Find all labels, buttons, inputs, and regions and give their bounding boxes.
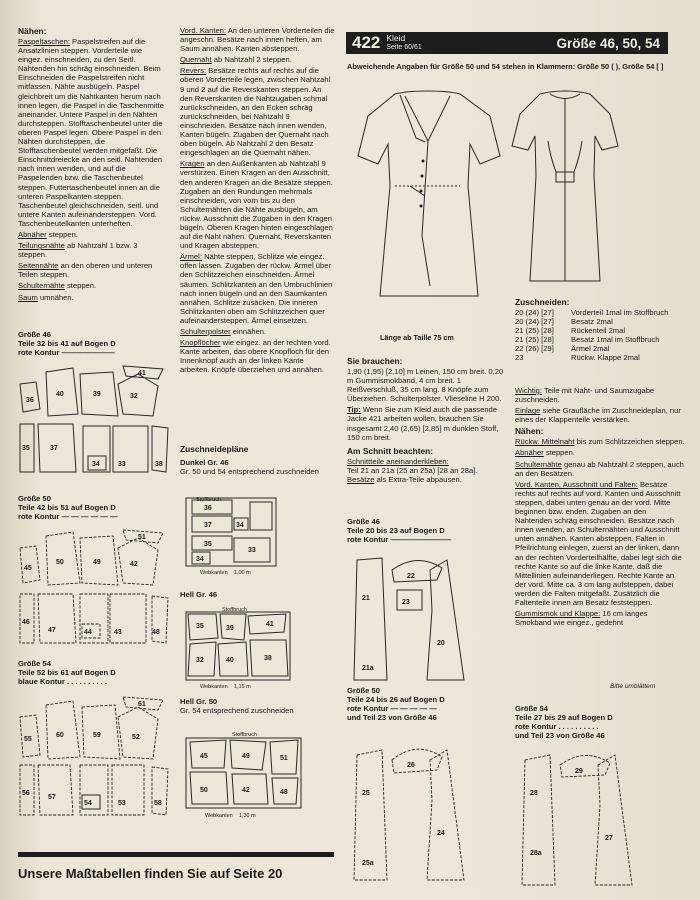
svg-text:32: 32 [130,393,138,400]
svg-text:23: 23 [402,599,410,606]
svg-text:25a: 25a [362,860,374,867]
instruction-paragraph [18,261,168,279]
size50-parts: Teile 42 bis 51 auf Bogen D [18,503,116,512]
instruction-term: Teilungsnähte [18,241,65,251]
svg-text:50: 50 [200,787,208,794]
divider-bar [18,852,334,857]
dress-size50-parts: Teile 24 bis 26 auf Bogen D [347,695,445,704]
tip-text: Wenn Sie zum Kleid auch die passende Jacke 421 arbeiten wollen, brauchen Sie insgesamt 2,40 (2,65) [2,85] m dunklen Stoff, 150 cm breit. [347,405,499,442]
svg-text:49: 49 [93,559,101,566]
instruction-text: steppen. [46,229,78,239]
fold-label-2: Stoffbruch [222,607,247,613]
svg-text:28: 28 [530,790,538,797]
instruction-term: Abnäher [515,448,544,458]
dress-pattern-46 [352,550,512,685]
instruction-paragraph [515,480,685,607]
dress-size50-label: Größe 50 [347,686,380,695]
svg-text:60: 60 [56,732,64,739]
instruction-term: Vord. Kanten: [180,26,227,35]
turn-page-note: Bitte umblättern [610,683,656,690]
svg-text:53: 53 [118,800,126,807]
pattern-diagram-size46 [18,364,168,479]
svg-text:33: 33 [248,547,256,554]
piece-36: 36 [26,397,34,404]
svg-text:42: 42 [242,787,250,794]
svg-text:47: 47 [48,627,56,634]
cutting-part-numbers: 20 (24) [27] [515,308,554,317]
section-heading: Nähen: [18,26,47,36]
dress-front-illustration [350,86,505,336]
svg-text:25: 25 [362,790,370,797]
instruction-text: steppen. [64,281,97,291]
dark-size46-label: Dunkel Gr. 46 [180,458,229,467]
materials-text: 1,90 (1,95) [2,10] m Leinen, 150 cm breit. 0,20 m Gummismokband, 4 cm breit. 1 Reißverschluß, 35 cm lang. 8 Knöpfe zum Überziehen. Schulterpolster. Vlieseline H 200. [347,367,504,404]
svg-text:61: 61 [138,701,146,708]
svg-text:24: 24 [437,830,445,837]
svg-text:51: 51 [138,534,146,541]
svg-text:34: 34 [196,556,204,563]
selvage-label-1: Webkanten [200,570,228,576]
instruction-text: genau ab Nahtzahl 2 steppen, auch an den Besätzen. [515,459,684,478]
cutting-part-desc: Ärmel 2mal [571,344,610,354]
instruction-term: Quernaht [180,55,212,65]
instruction-paragraph [515,460,685,478]
instruction-text: umnähen. [37,292,74,302]
pattern-header [346,32,668,54]
instruction-term: Wichtig: [515,386,543,395]
svg-text:33: 33 [118,461,126,468]
instruction-text: 16 cm langes Smokband wie eingez., gedehnt [515,609,648,628]
instruction-text: einnähen. [230,327,267,336]
instruction-text: An den unteren Vorderteilen die angeschn. Besätze nach innen heften, am Saum annähen. Kanten absteppen. [180,26,335,54]
svg-text:57: 57 [48,794,56,801]
svg-text:49: 49 [242,753,250,760]
instruction-text: ab Nahtzahl 1 bzw. 3 steppen. [18,241,138,260]
svg-text:37: 37 [204,522,212,529]
svg-text:50: 50 [56,559,64,566]
materials-heading: Sie brauchen: [347,356,403,366]
instruction-term: Schulternähte [515,459,562,469]
instruction-term: Seitennähte [18,261,59,271]
magazine-page: 422 Kleid Seite 60/61 Größe 46, 50, 54 Abweichende Angaben für Größe 50 und 54 stehen in Klammern: Größe 50 ( ), Größe 54 [ ] Nähen: Paspeltaschen: Paspelstreifen auf die Ansatzlinien steppen. Vorderteile wie eingez. einschneiden, zu den Seitl. Nahtenden hin schräg einschneiden. Beim Einschneiden die Paspelstreifen nicht mitfassen. Nähte ausbügeln. Paspel gleichbreit um die Nahtkanten herum nach innen legen, die Paspel in die Taschenmitte aneinander. Untere Paspel in den Nähten durchsteppen. Stofftaschenbeutel unter die oberen Paspel legen. Obere Paspel in den Nähten durchsteppen, die Stofftaschenbeutel werden mitgefaßt. Die Einschnittdreiecke an den seitl. Nahtenden nach innen wenden, und auf die Paspelenden bzw. die Taschenbeutel steppen. Futtertaschenbeutel innen an die unteren Paspelkanten steppen. Taschenbeutel gleichschneiden, seitl. und untere Kanten aufeinandersteppen. Vord. Taschenbeutelkanten unterheften. Abnäher steppen. Teilungsnähte ab Nahtzahl 1 bzw. 3 steppen. Seitennähte an den oberen und unteren Teilen steppen. Schulternähte steppen. Saum umnähen. Vord. Kanten: An den unteren Vorderteilen die angeschn. Besätze nach innen heften, am Saum annähen. Kanten absteppen. Quernaht ab Nahtzahl 2 steppen. Revers: Besätze rechts auf rechts auf die oberen Vorderteile legen, zwischen Nahtzahl 9 und 2 auf die Reverskanten steppen. An den Reverskanten die Nahtzugaben schmal zurückschneiden, an den Ecken schräg zurückschneiden, bei Nahtzahl 9 einschneiden. Besätze nach innen wenden, Kanten bügeln. Zugaben der Quernaht nach oben bügeln. Ab Nahtzahl 2 den Besatz eingeschlagen an die Quernaht nähen. Kragen an den Außenkanten ab Nahtzahl 9 verstürzen. Einen Kragen an den Ausschnitt, den anderen Kragen an die Besätze steppen. Zugaben an den Rundungen mehrmals einschneiden, von vorn bis zu den Schulternähten die Nähte ausbügeln, am rückw. Ausschnitt die Zugaben in den Kragen bügeln. Oberen Kragen hinten eingeschlagen auf die Naht nähen. Quernaht, Reverskanten und Kragen absteppen. Ärmel: Nähte steppen, Schlitze wie eingez. offen lassen. Zugaben der rückw. Ärmel über den Schlitzzeichen einschneiden. Ärmel säumen. Schlitzkanten an den Umbruchlinien nach innen bügeln und an den Saumkanten annähen. Schlitze zusäcken. Die inneren Schlitzkanten oben am Schlitzzeichen quer aufeinandersteppen. Ärmel einsetzen. Schulterpolster einnähen. Knopflöcher wie eingez. an der rechten vord. Kante arbeiten, das obere Knopfloch für den Innenknopf auch an der linken Kante arbeiten. Knöpfe überziehen und annähen. Länge ab Taille 75 cm Sie brauchen: 1,90 (1,95) [2,10] m Leinen, 150 cm breit. 0,20 m Gummismokband, 4 cm breit. 1 Reißverschluß, 35 cm lang. 8 Knöpfe zum Überziehen. Schulterpolster. Vlieseline H 200. Tip: Wenn Sie zum Kleid auch die passende Jacke 421 arbeiten wollen, brauchen Sie insgesamt 2,40 (2,65) [2,85] m dunklen Stoff, 150 cm breit. Am Schnitt beachten: Schnittteile aneinanderkleben: Teil 21 an 21a (25 an 25a) [28 an 28a]. Besätze als Extra-Teile abpausen. Zuschneiden: 20 (24) [27] Vorderteil 1mal im Stoffbruch 20 (24) [27] Besatz 2mal 21 (25) [28] Rückenteil 2mal 21 (25) [28] Besatz 1mal im Stoffbruch 22 (26) [29] Ärmel 2mal 23 Rückw. Klappe 2mal Wichtig: Teile mit Naht- und Saumzugabe zuschneiden. Einlage siehe Graufläche im Zuschneideplan, nur eines der Klappenteile verstärken. Nähen: Rückw. Mittelnaht bis zum Schlitzzeichen steppen. Abnäher steppen. Schulternähte genau ab Nahtzahl 2 steppen, auch an den Besätzen. Vord. Kanten, Ausschnitt und Falten: Besätze rechts auf rechts auf vord. Kanten und Ausschnitt steppen, dabei unten genau an der vord. Mitte beginnen bzw. enden. Zugaben an den Nahtenden schräg einschneiden. Besätze nach innen wenden, an Schulternähten und Ausschnitt unten annähen. Kanten absteppen. Falten in Pfeilrichtung einlegen, zuerst an der linken, dann an der rechten Vorderteilhälfte, dabei legt sich die rechte Kante so auf die linke Kante, daß die Mittellinien aufeinanderliegen. Rechte Kante an der vord. Mitte ca. 3 cm lang aufsteppen, dabei werden die Falten mitgefaßt. Zusätzlich die Faltenteile innen am Besatz feststeppen. Gummismok und Klappe: 16 cm langes Smokband wie eingez., gedehnt Bitte umblättern Größe 46 Teile 32 bis 41 auf Bogen D rote Kontur ——————— Größe 50 Teile 42 bis 51 auf Bogen D rote Kontur — — — — — — Größe 54 Teile 52 bis 61 auf Bogen D blaue Kontur . . . . . . . . . . 36 40 39 32 41 35 37 34 33 38 45 50 49 42 51 46 47 44 43 48 55 60 59 52 61 56 57 54 53 58 Zuschneidepläne Dunkel Gr. 46 Gr. 50 und 54 entsprechend zuschneiden 36 37 34 35 34 33 Stoffbruch Webkanten 1,00 m Hell Gr. 46 35 39 41 32 40 38 Stoffbruch Webkanten 1,15 m Hell Gr. 50 Gr. 54 entsprechend zuschneiden 45 49 51 50 42 48 Stoffbruch Webkanten 1,30 m Größe 46 Teile 20 bis 23 auf Bogen D rote Kontur ———————— 21 22 23 20 21a Größe 50 Teile 24 bis 26 auf Bogen D rote Kontur — — — — — und Teil 23 von Größe 46 25 26 24 25a Größe 54 Teile 27 bis 29 auf Bogen D rote Kontur . . . . . . . . . . und Teil 23 von Größe 46 28 29 27 28a Unsere Maßtabellen finden Sie auf Seite 20 [0,0,700,900]
cutting-row [515,308,685,317]
cutting-row [515,317,685,326]
svg-text:48: 48 [152,629,160,636]
svg-text:55: 55 [24,736,32,743]
svg-text:34: 34 [236,522,244,529]
width-3: 1,30 m [238,813,256,819]
dress-pattern-50 [352,735,512,885]
selvage-label-3: Webkanten [205,813,233,819]
pattern-notes-heading: Am Schnitt beachten: [347,445,434,456]
instruction-term: Vord. Kanten, Ausschnitt und Falten: [515,479,638,489]
instruction-term: Kragen [180,159,205,169]
glue-text: Teil 21 an 21a (25 an 25a) [28 an 28a]. [347,465,478,475]
instruction-text: Besätze rechts auf rechts auf die oberen Vorderteile legen, zwischen Nahtzahl 9 und 2 auf die Reverskanten steppen. An den Reverskanten die Nahtzugaben schmal zurückschneiden, an den Ecken schräg zurückschneiden, bei Nahtzahl 9 einschneiden. Besätze nach innen wenden, Kanten bügeln. Zugaben der Quernaht nach oben bügeln. Ab Nahtzahl 2 den Besatz eingeschlagen an die Quernaht nähen. [180,66,331,158]
svg-text:26: 26 [407,762,415,769]
dress-size50-contour: rote Kontur [347,704,389,713]
cutting-row [515,344,685,353]
size-note: Abweichende Angaben für Größe 50 und 54 stehen in Klammern: Größe 50 ( ), Größe 54 [ ] [347,62,664,71]
tip-label: Tip: [347,405,361,415]
svg-text:40: 40 [56,391,64,398]
width-1: 1,00 m [233,570,251,576]
selvage-label-2: Webkanten [200,684,228,690]
svg-text:35: 35 [204,541,212,548]
sewing-instructions-col4 [515,386,685,629]
instruction-paragraph [180,55,335,64]
svg-text:42: 42 [130,561,138,568]
instruction-paragraph [18,241,168,259]
instruction-text: siehe Graufläche im Zuschneideplan, nur eines der Klappenteile verstärken. [515,406,681,425]
dark-size46-note: Gr. 50 und 54 entsprechend zuschneiden [180,467,319,476]
svg-text:58: 58 [154,800,162,807]
pattern-diagram-size50 [18,528,168,648]
svg-text:40: 40 [226,657,234,664]
length-label: Länge ab Taille 75 cm [380,333,454,342]
cutting-section [515,297,685,363]
cutting-heading: Zuschneiden: [515,297,570,307]
instruction-term: Ärmel: [180,252,202,262]
svg-text:20: 20 [437,640,445,647]
svg-text:41: 41 [138,370,146,377]
cutting-part-desc: Besatz 1mal im Stoffbruch [571,335,660,345]
instruction-paragraph [18,230,168,239]
instruction-paragraph [515,448,685,457]
size54-contour: blaue Kontur [18,677,65,686]
svg-text:22: 22 [407,573,415,580]
dress-size46-contour: rote Kontur [347,535,389,544]
instruction-paragraph [18,281,168,290]
svg-text:44: 44 [84,629,92,636]
size-chart-reference: Unsere Maßtabellen finden Sie auf Seite 20 [18,866,283,881]
instruction-text: bis zum Schlitzzeichen steppen. [574,437,685,447]
instruction-paragraph [180,159,335,250]
svg-text:34: 34 [92,461,100,468]
svg-text:43: 43 [114,629,122,636]
cutting-plan-light-50 [186,734,306,814]
cutting-plan-light-46 [186,610,296,685]
instruction-text: Besätze rechts auf rechts auf vord. Kanten und Ausschnitt steppen, dabei unten genau an der vord. Mitte beginnen bzw. enden. Zugaben an den Nahtenden schräg einschneiden. Besätze nach innen wenden, an Schulternähten und Ausschnitt unten annähen. Kanten absteppen. Falten in Pfeilrichtung einlegen, zuerst an der linken, dann an der rechten Vorderteilhälfte, dabei legt sich die rechte Kante so auf die linke Kante, daß die Mittellinien aufeinanderliegen. Rechte Kante an der vord. Mitte ca. 3 cm lang aufsteppen, dabei werden die Falten mitgefaßt. Zusätzlich die Faltenteile innen am Besatz feststeppen. [515,479,682,607]
instruction-paragraph [180,26,335,53]
dress-size46-parts: Teile 20 bis 23 auf Bogen D [347,526,445,535]
size54-parts: Teile 52 bis 61 auf Bogen D [18,668,116,677]
instruction-term: Saum [18,292,38,302]
instruction-term: Knopflöcher [180,338,221,348]
svg-text:36: 36 [204,505,212,512]
dress-back-illustration [510,86,620,286]
instruction-term: Rückw. Mittelnaht [515,437,575,447]
width-2: 1,15 m [233,684,251,690]
page-ref: Seite 60/61 [386,44,422,51]
svg-text:27: 27 [605,835,613,842]
instruction-text: an den oberen und unteren Teilen steppen. [18,261,153,280]
sewing-instructions-col2 [180,26,335,376]
instruction-paragraph [515,609,685,627]
svg-text:48: 48 [280,789,288,796]
dress-size54-extra: und Teil 23 von Größe 46 [515,731,605,740]
svg-text:59: 59 [93,732,101,739]
instruction-term: Einlage [515,406,541,416]
dress-size54-parts: Teile 27 bis 29 auf Bogen D [515,713,613,722]
cutting-row [515,335,685,344]
instruction-paragraph [18,37,168,228]
pattern-number: 422 [352,33,381,52]
size46-label: Größe 46 [18,330,51,339]
cutting-part-desc: Besatz 2mal [571,317,613,327]
facing-text: als Extra-Teile abpausen. [374,474,462,484]
svg-text:38: 38 [155,461,163,468]
fold-label-3: Stoffbruch [232,732,257,738]
svg-text:46: 46 [22,619,30,626]
facing-label: Besätze [347,474,375,484]
svg-text:54: 54 [84,800,92,807]
dress-pattern-54 [520,745,680,890]
cutting-part-numbers: 22 (26) [29] [515,344,554,354]
svg-text:38: 38 [264,655,272,662]
svg-text:28a: 28a [530,850,542,857]
instruction-term: Schulterpolster [180,327,231,336]
instruction-paragraph [515,386,685,404]
cutting-part-desc: Rückw. Klappe 2mal [571,353,640,363]
dress-size46-label: Größe 46 [347,517,380,526]
svg-text:52: 52 [132,734,140,741]
sewing-instructions-col1 [18,26,168,304]
cutting-plan-dark [186,494,286,574]
pattern-diagram-size54 [18,695,168,820]
instruction-paragraph [515,437,685,446]
instruction-paragraph [180,252,335,325]
svg-text:45: 45 [200,753,208,760]
cutting-part-desc: Rückenteil 2mal [571,326,626,336]
cutting-row [515,353,685,362]
size50-contour: rote Kontur [18,512,60,521]
fold-label-1: Stoffbruch [196,497,221,503]
instruction-paragraph [180,66,335,157]
light-size46-label: Hell Gr. 46 [180,590,218,599]
instruction-text: ab Nahtzahl 2 steppen. [211,55,292,65]
svg-text:21: 21 [362,595,370,602]
instruction-text: steppen. [543,448,575,458]
materials-section [347,356,507,486]
instruction-text: an den Außenkanten ab Nahtzahl 9 verstürzen. Einen Kragen an den Ausschnitt, den anderen Kragen an die Besätze steppen. Zugaben an den Rundungen mehrmals einschneiden, von vorn bis zu den Schulternähten die Nähte ausbügeln, am rückw. Ausschnitt die Zugaben in den Kragen bügeln. Oberen Kragen hinten eingeschlagen auf die Naht nähen. Quernaht, Reverskanten und Kragen absteppen. [180,159,333,251]
instruction-text: Teile mit Naht- und Saumzugabe zuschneiden. [515,386,655,405]
size46-contour: rote Kontur [18,348,60,357]
dress-size54-label: Größe 54 [515,704,548,713]
instruction-paragraph [180,338,335,374]
instruction-paragraph [18,293,168,302]
svg-text:35: 35 [22,445,30,452]
cutting-part-numbers: 23 [515,353,524,363]
section-heading: Nähen: [515,426,544,437]
instruction-term: Gummismok und Klappe: [515,609,601,619]
size50-label: Größe 50 [18,494,51,503]
instruction-text: wie eingez. an der rechten vord. Kante arbeiten, das obere Knopfloch für den Innenknopf auch an der linken Kante arbeiten. Knöpfe überziehen und annähen. [180,338,331,375]
cutting-row [515,326,685,335]
dress-size54-contour: rote Kontur [515,722,557,731]
svg-text:41: 41 [266,621,274,628]
svg-text:56: 56 [22,790,30,797]
size46-parts: Teile 32 bis 41 auf Bogen D [18,339,116,348]
svg-text:21a: 21a [362,665,374,672]
cutting-part-numbers: 20 (24) [27] [515,317,554,327]
svg-text:32: 32 [196,657,204,664]
instruction-term: Schulternähte [18,281,65,291]
svg-text:29: 29 [575,768,583,775]
instruction-paragraph [180,327,335,336]
size54-label: Größe 54 [18,659,51,668]
dress-size50-extra: und Teil 23 von Größe 46 [347,713,437,722]
cutting-part-numbers: 21 (25) [28] [515,326,554,336]
svg-text:39: 39 [93,391,101,398]
cutting-part-numbers: 21 (25) [28] [515,335,554,345]
cutting-plans-heading: Zuschneidepläne [180,444,249,454]
svg-text:51: 51 [280,755,288,762]
garment-type: Kleid [386,33,406,43]
instruction-paragraph [515,406,685,424]
svg-text:45: 45 [24,565,32,572]
instruction-term: Paspeltaschen: [18,37,70,46]
instruction-term: Revers: [180,66,207,76]
svg-text:37: 37 [50,445,58,452]
size-range: Größe 46, 50, 54 [556,35,660,51]
instruction-term: Abnäher [18,229,47,239]
light-size50-label: Hell Gr. 50 [180,697,218,706]
instruction-text: Paspelstreifen auf die Ansatzlinien steppen. Vorderteile wie eingez. einschneiden, zu den Seitl. Nahtenden hin schräg einschneiden. Beim Einschneiden die Paspelstreifen nicht mitfassen. Nähte ausbügeln. Paspel gleichbreit um die Nahtkanten herum nach innen legen, die Paspel in die Taschenmitte aneinander. Untere Paspel in den Nähten durchsteppen. Stofftaschenbeutel unter die oberen Paspel legen. Obere Paspel in den Nähten durchsteppen, die Stofftaschenbeutel werden mitgefaßt. Die Einschnittdreiecke an den seitl. Nahtenden nach innen wenden, und auf die Paspelenden bzw. die Taschenbeutel steppen. Futtertaschenbeutel innen an die unteren Paspelkanten steppen. Taschenbeutel gleichschneiden, seitl. und untere Kanten aufeinandersteppen. Vord. Taschenbeutelkanten unterheften. [18,37,164,228]
svg-text:35: 35 [196,623,204,630]
cutting-part-desc: Vorderteil 1mal im Stoffbruch [571,308,669,317]
glue-label: Schnittteile aneinanderkleben: [347,456,449,466]
svg-text:39: 39 [226,625,234,632]
instruction-text: Nähte steppen, Schlitze wie eingez. offen lassen. Zugaben der rückw. Ärmel über den Schlitzzeichen einschneiden. Ärmel säumen. Schlitzkanten an den Umbruchlinien nach innen bügeln und an den Saumkanten annähen. Schlitze zusäcken. Die inneren Schlitzkanten oben am Schlitzzeichen quer aufeinandersteppen. Ärmel einsetzen. [180,252,333,325]
light-size50-note: Gr. 54 entsprechend zuschneiden [180,706,294,715]
